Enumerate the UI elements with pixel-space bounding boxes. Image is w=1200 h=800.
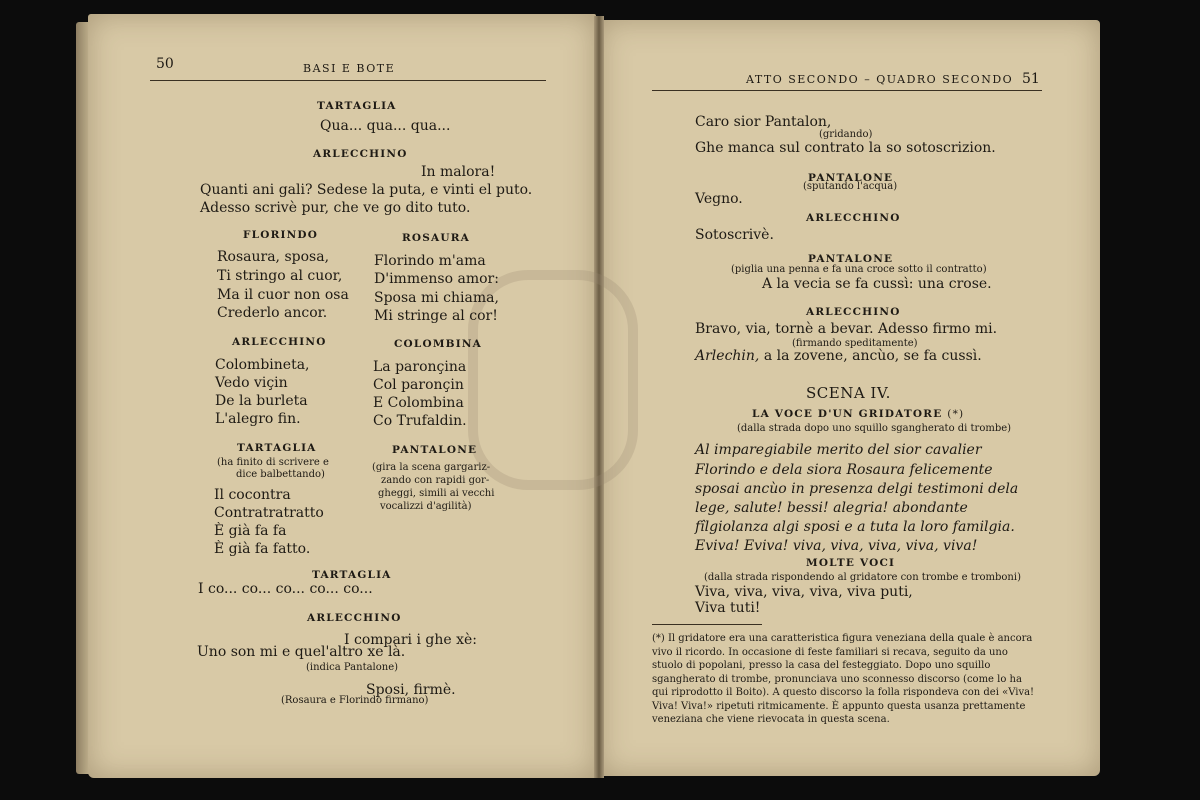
running-head-right: ATTO SECONDO – QUADRO SECONDO [746,73,1014,86]
italic-name: Arlechin, [695,348,760,364]
character-arlecchino: ARLECCHINO [313,148,408,160]
character-tartaglia: TARTAGLIA [312,569,392,581]
proclamation-line: Al imparegiabile merito del sior cavalier [695,442,982,458]
verse-line: Sposa mi chiama, [374,290,499,306]
scene-heading: SCENA IV. [806,384,891,402]
verse-line: Vedo viçin [215,375,288,391]
stage-direction: (dalla strada dopo uno squillo sgangherato di trombe) [737,423,1012,434]
dialogue-line: Vegno. [695,191,743,207]
character-pantalone: PANTALONE [392,444,478,456]
footnote-marker: (*) [947,408,965,420]
verse-line: Ma il cuor non osa [217,287,349,303]
proclamation-line: Eviva! Eviva! viva, viva, viva, viva, viva! [695,538,978,554]
dialogue-line: Sotoscrivè. [695,227,774,243]
dialogue-line: Quanti ani gali? Sedese la puta, e vinti el puto. [200,182,533,198]
running-head-left: BASI E BOTE [303,62,396,75]
character-pantalone: PANTALONE [808,253,894,265]
dialogue-line: I co... co... co... co... co... [198,581,373,597]
character-arlecchino: ARLECCHINO [232,336,327,348]
character-pantalone: PANTALONE [808,172,894,184]
stage-direction: (gira la scena gargariz- [372,462,491,473]
verse-line: Il cocontra [214,487,291,503]
dialogue-line: Viva tuti! [695,600,761,616]
verse-line: De la burleta [215,393,308,409]
verse-line: Mi stringe al cor! [374,308,498,324]
stage-direction: (dalla strada rispondendo al gridatore con trombe e tromboni) [704,572,1021,583]
stage-direction: zando con rapidi gor- [381,475,490,486]
verse-line: Col paronçin [373,377,464,393]
footnote-rule [652,624,762,625]
character-gridatore [752,408,964,420]
verse-line: E Colombina [373,395,464,411]
proclamation-line: lege, salute! bessi! alegria! abondante [695,500,968,516]
proclamation-line: Florindo e dela siora Rosaura felicemente [695,462,993,478]
character-molte-voci: MOLTE VOCI [806,557,896,569]
stage-direction: vocalizzi d'agilità) [380,501,472,512]
stage-direction: gheggi, simili ai vecchi [378,488,495,499]
proclamation-line: fîlgiolanza algi sposi e a tuta la loro familgia. [695,519,1015,535]
character-tartaglia: TARTAGLIA [237,442,317,454]
dialogue-line: Bravo, via, tornè a bevar. Adesso firmo mi. [695,321,998,337]
character-colombina: COLOMBINA [394,338,482,350]
character-rosaura: ROSAURA [402,232,471,244]
header-rule-right [652,90,1042,91]
stage-direction: (Rosaura e Florindo firmano) [281,695,429,706]
dialogue-line: Adesso scrivè pur, che ve go dito tuto. [200,200,471,216]
character-arlecchino: ARLECCHINO [806,212,901,224]
verse-line: Co Trufaldin. [373,413,467,429]
verse-line: Colombineta, [215,357,310,373]
stage-direction: (gridando) [819,129,873,140]
verse-line: D'immenso amor: [374,271,499,287]
dialogue-line-rest: a la zovene, ancùo, se fa cussì. [759,348,982,364]
dialogue-line: I compari i ghe xè: [344,632,477,648]
stage-direction: dice balbettando) [236,469,325,480]
character-florindo: FLORINDO [243,229,319,241]
stage-direction: (ha finito di scrivere e [217,457,329,468]
character-arlecchino: ARLECCHINO [307,612,402,624]
stage-direction: (piglia una penna e fa una croce sotto il contratto) [731,264,987,275]
dialogue-line: Viva, viva, viva, viva, viva puti, [695,584,913,600]
dialogue-line: Ghe manca sul contrato la so sotoscrizion. [695,140,996,156]
verse-line: È già fa fatto. [214,541,311,557]
dialogue-line: Uno son mi e quel'altro xe là. [197,644,406,660]
dialogue-line: Qua... qua... qua... [320,118,451,134]
character-tartaglia: TARTAGLIA [317,100,397,112]
dialogue-line: Caro sior Pantalon, [695,114,832,130]
header-rule-left [150,80,546,81]
page-number-left: 50 [156,56,174,72]
dialogue-line [695,347,982,365]
stage-direction: (sputando l'acqua) [803,181,898,192]
page-number-right: 51 [1022,71,1040,87]
dialogue-line: Sposi, firmè. [366,682,456,698]
footnote: (*) Il gridatore era una caratteristica figura veneziana della quale è ancora vivo il ricordo. In occasione di feste familiari si recava, seguito da uno stuolo di popolani, presso la casa del festeggiato. Dopo uno squillo sgangherato di trombe, pronunciava uno sconnesso discorso (come lo ha qui riprodotto il Boito). A questo discorso la folla rispondeva con dei «Viva! Viva! Viva!» ripetuti ritmicamente. È appunto questa usanza prettamente veneziana che viene rievocata in questa scena. [652,633,1035,725]
verse-line: Rosaura, sposa, [217,249,330,265]
character-arlecchino: ARLECCHINO [806,306,901,318]
verse-line: Florindo m'ama [374,253,486,269]
stage-direction: (indica Pantalone) [306,662,399,673]
verse-line: È già fa fa [214,523,287,539]
proclamation-line: sposai ancùo in presenza delgi testimoni dela [695,481,1019,497]
verse-line: Crederlo ancor. [217,305,328,321]
verse-line: L'alegro fin. [215,411,301,427]
dialogue-line: In malora! [421,164,496,180]
dialogue-line: A la vecia se fa cussì: una crose. [762,276,992,292]
character-gridatore-label: LA VOCE D'UN GRIDATORE [752,408,943,420]
verse-line: La paronçina [373,359,467,375]
stage-direction: (firmando speditamente) [792,338,918,349]
verse-line: Ti stringo al cuor, [217,268,343,284]
verse-line: Contratratratto [214,505,324,521]
